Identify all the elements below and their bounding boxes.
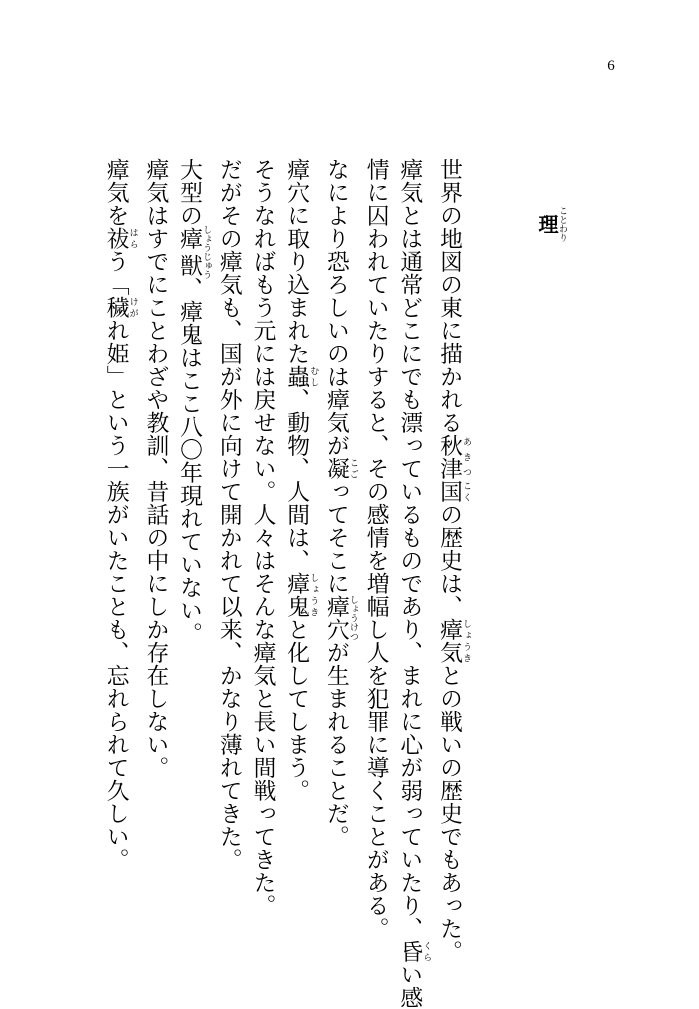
ruby-annotation: 昏 くら (396, 940, 432, 963)
ruby-reading: しょうき (308, 572, 319, 618)
ruby-annotation: 瘴鬼 しょうき (283, 572, 319, 618)
ruby-annotation: 瘴穴 しょうけつ (322, 595, 358, 641)
text-line-3: 情に囚われていたりすると、その感情を増幅し人を犯罪に導くことがある。 (362, 158, 389, 940)
ruby-reading: くら (421, 940, 432, 963)
ruby-annotation: 穢 けが (102, 296, 138, 319)
ruby-reading: あきつ (461, 434, 471, 480)
text-line-10: 瘴気を祓 はらう「穢 けがれ姫」という一族がいたことも、忘れられて久しい。 (102, 158, 138, 871)
page-number: 6 (607, 58, 615, 74)
text-line-8: 大型の瘴獣 しょうじゅう、瘴鬼はここ八〇年現れていない。 (176, 158, 212, 645)
ruby-annotation: 凝 こご (322, 457, 358, 480)
chapter-title-ruby: ことわり (557, 206, 567, 242)
ruby-reading: しょうじゅう (201, 225, 212, 279)
ruby-annotation: 国 こく (436, 480, 471, 503)
ruby-annotation: 蟲 むし (283, 365, 319, 388)
ruby-annotation: 瘴気 しょうき (436, 618, 471, 664)
chapter-title-text: 理 (535, 206, 559, 242)
text-line-5: 瘴穴に取り込まれた蟲 むし、動物、人間は、瘴鬼 しょうきと化してしまう。 (283, 158, 319, 802)
ruby-reading: はら (127, 227, 138, 250)
ruby-reading: こご (347, 457, 358, 480)
text-line-6: そうなればもう元には戻せない。人々はそんな瘴気と長い間戦ってきた。 (249, 158, 276, 917)
chapter-title (537, 206, 567, 242)
ruby-reading: しょうき (461, 618, 471, 664)
ruby-reading: こく (461, 480, 471, 503)
text-line-9: 瘴気はすでにことわざや教訓、昔話の中にしか存在しない。 (142, 158, 169, 779)
body-text (98, 158, 471, 1009)
text-line-7: だがその瘴気も、国が外に向けて開かれて以来、かなり薄れてきた。 (215, 158, 242, 871)
ruby-reading: むし (308, 365, 319, 388)
ruby-reading: しょうけつ (347, 595, 358, 641)
text-line-4: なにより恐ろしいのは瘴気が凝 こごってそこに瘴穴 しょうけつが生まれることだ。 (322, 158, 358, 848)
ruby-annotation: 祓 はら (102, 227, 138, 250)
ruby-reading: けが (127, 296, 138, 319)
ruby-annotation: 秋津 あきつ (436, 434, 471, 480)
ruby-annotation: 瘴獣 しょうじゅう (176, 225, 212, 279)
text-line-2: 瘴気とは通常どこにでも漂っているものであり、まれに心が弱っていたり、昏 くらい感 (396, 158, 432, 1009)
text-line-1: 世界の地図の東に描かれる秋津 あきつ国 こくの歴史は、瘴気 しょうきとの戦いの歴史でもあった。 (436, 158, 471, 963)
